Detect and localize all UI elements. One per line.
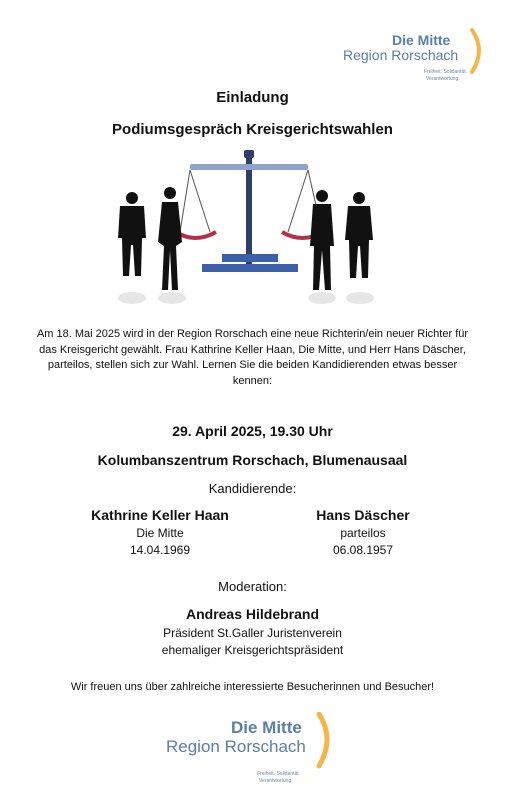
intro-text [0,327,505,389]
candidate-party: Die Mitte [136,526,184,540]
logo-arc-icon [315,712,337,772]
logo-tagline2: Verantwortung. [259,778,293,784]
logo-line1: Die Mitte [231,718,302,737]
closing-text: Wir freuen uns über zahlreiche interessierte Besucherinnen und Besucher! [70,681,435,693]
logo-tagline2: Verantwortung. [426,76,460,82]
candidate-right [283,507,443,559]
logo-top [340,30,490,90]
candidate-dob: 14.04.1969 [129,543,191,557]
logo-bottom [165,716,340,796]
page-subtitle: Podiumsgespräch Kreisgerichtswahlen [112,121,393,138]
candidate-left [70,507,250,559]
logo-line2: Region Rorschach [166,737,306,756]
logo-arc-icon [468,28,488,78]
logo-tagline1: Freiheit. Solidarität. [424,69,468,75]
logo-tagline1: Freiheit. Solidarität. [257,771,301,777]
logo-line2: Region Rorschach [343,47,459,63]
logo-line1: Die Mitte [392,32,451,48]
moderator-role: ehemaliger Kreisgerichtspräsident [161,643,344,657]
candidate-party: parteilos [340,526,386,540]
page-title: Einladung [216,89,289,106]
intro-line: Am 18. Mai 2025 wird in der Region Rorschach eine neue Richterin/ein neuer Richter für [36,328,469,340]
moderator-name: Andreas Hildebrand [185,606,320,622]
intro-line: kennen: [232,374,273,387]
event-venue: Kolumbanszentrum Rorschach, Blumenausaal [97,452,408,468]
intro-line: das Kreisgericht gewählt. Frau Kathrine Keller Haan, Die Mitte, und Herr Hans Däscher, [39,343,466,356]
candidate-dob: 06.08.1957 [332,543,394,557]
intro-line: parteilos, stellen sich zur Wahl. Lernen Sie die beiden Kandidierenden etwas besser [47,359,458,371]
event-datetime: 29. April 2025, 19.30 Uhr [172,423,333,439]
candidates-label: Kandidierende: [208,481,297,496]
justice-scale-illustration [110,150,390,315]
candidate-name: Hans Däscher [316,507,410,523]
moderator-role: Präsident St.Galler Juristenverein [163,626,342,640]
candidate-name: Kathrine Keller Haan [91,507,229,523]
moderation-label: Moderation: [218,579,287,594]
